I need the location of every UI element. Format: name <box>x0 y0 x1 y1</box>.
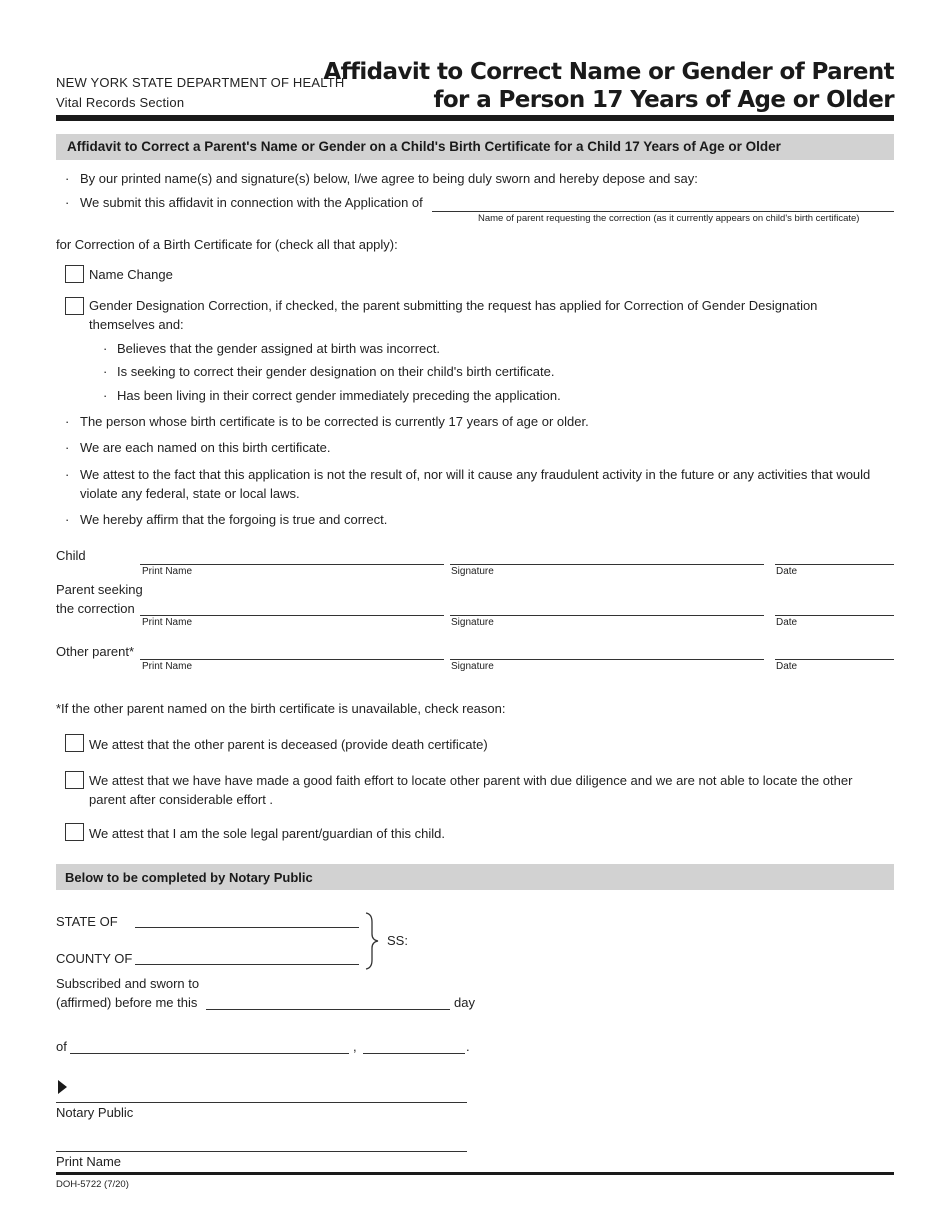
notary-heading-band <box>56 864 894 890</box>
bullet-icon: · <box>103 388 108 403</box>
fraud-attestation-line1: We attest to the fact that this application is not the result of, nor will it cause any fraudulent activity in the future or any activities that would <box>80 467 871 482</box>
bullet-icon: · <box>103 341 108 356</box>
bullet-icon: · <box>65 414 70 429</box>
notary-public-label: Notary Public <box>56 1105 134 1120</box>
form-title-line2: for a Person 17 Years of Age or Older <box>433 87 894 113</box>
sub-item: Believes that the gender assigned at birth was incorrect. <box>117 341 441 356</box>
other-parent-date-input[interactable] <box>777 642 892 658</box>
other-parent-date-caption: Date <box>776 661 798 672</box>
name-change-label: Name Change <box>89 267 173 282</box>
locate-effort-label-line2: parent after considerable effort . <box>89 792 274 807</box>
for-correction-text: for Correction of a Birth Certificate for (check all that apply): <box>56 237 398 252</box>
parent-signature-line <box>450 615 764 616</box>
month-input[interactable] <box>72 1036 347 1052</box>
other-parent-print-name-caption: Print Name <box>142 661 193 672</box>
county-of-label: COUNTY OF <box>56 951 133 966</box>
sub-item: Is seeking to correct their gender designation on their child's birth certificate. <box>117 364 555 379</box>
fraud-attestation-line2: violate any federal, state or local laws. <box>80 486 300 501</box>
applicant-name-line <box>432 211 894 212</box>
state-line <box>135 927 359 928</box>
parent-date-line <box>775 615 894 616</box>
county-input[interactable] <box>137 947 357 963</box>
name-change-checkbox[interactable] <box>65 265 84 283</box>
notary-signature-line <box>56 1102 467 1103</box>
bullet-icon: · <box>65 467 70 482</box>
state-input[interactable] <box>137 910 357 926</box>
period-label: . <box>466 1039 470 1054</box>
sole-parent-checkbox[interactable] <box>65 823 84 841</box>
department-name: NEW YORK STATE DEPARTMENT OF HEALTH <box>56 75 345 90</box>
notary-print-name-label: Print Name <box>56 1154 122 1169</box>
notary-heading: Below to be completed by Notary Public <box>65 870 313 885</box>
parent-print-name-input[interactable] <box>142 598 442 614</box>
other-parent-signature-line <box>450 659 764 660</box>
child-signature-caption: Signature <box>451 566 494 577</box>
footer-rule <box>56 1172 894 1175</box>
sworn-statement: By our printed name(s) and signature(s) below, I/we agree to being duly sworn and hereby depose and say: <box>80 171 698 186</box>
of-label: of <box>56 1039 67 1054</box>
other-parent-label: Other parent* <box>56 644 135 659</box>
subscribed-line1: Subscribed and sworn to <box>56 976 200 991</box>
bullet-icon: · <box>103 364 108 379</box>
sworn-day-input[interactable] <box>208 992 448 1008</box>
header-rule <box>56 115 894 121</box>
unavailable-prompt: *If the other parent named on the birth certificate is unavailable, check reason: <box>56 701 506 716</box>
sub-item: Has been living in their correct gender immediately preceding the application. <box>117 388 561 403</box>
sworn-day-line <box>206 1009 450 1010</box>
child-date-input[interactable] <box>777 547 892 563</box>
locate-effort-checkbox[interactable] <box>65 771 84 789</box>
parent-label-line1: Parent seeking <box>56 582 143 597</box>
other-parent-date-line <box>775 659 894 660</box>
day-label: day <box>454 995 475 1010</box>
other-parent-print-name-line <box>140 659 444 660</box>
section-heading: Affidavit to Correct a Parent's Name or Gender on a Child's Birth Certificate for a Child 17 Years of Age or Older <box>67 139 781 154</box>
bullet-icon: · <box>65 440 70 455</box>
applicant-name-input[interactable] <box>434 194 892 210</box>
bullet-icon: · <box>65 171 70 186</box>
child-signature-line <box>450 564 764 565</box>
parent-date-input[interactable] <box>777 598 892 614</box>
form-number: DOH-5722 (7/20) <box>56 1179 129 1190</box>
brace-icon <box>364 912 380 970</box>
child-print-name-input[interactable] <box>142 547 442 563</box>
locate-effort-label-line1: We attest that we have have made a good faith effort to locate other parent with due diligence and we are not able to locate the other <box>89 773 853 788</box>
parent-print-name-line <box>140 615 444 616</box>
notary-print-name-input[interactable] <box>58 1133 464 1149</box>
year-input[interactable] <box>365 1036 463 1052</box>
parent-date-caption: Date <box>776 617 798 628</box>
section-heading-band <box>56 134 894 160</box>
child-signature-input[interactable] <box>452 547 762 563</box>
parent-signature-caption: Signature <box>451 617 494 628</box>
year-line <box>363 1053 465 1054</box>
triangle-right-icon <box>58 1080 68 1094</box>
child-date-caption: Date <box>776 566 798 577</box>
other-parent-signature-input[interactable] <box>452 642 762 658</box>
month-line <box>70 1053 349 1054</box>
gender-correction-label-line2: themselves and: <box>89 317 184 332</box>
notary-signature-input[interactable] <box>74 1084 464 1100</box>
bullet-icon: · <box>65 195 70 210</box>
deceased-checkbox[interactable] <box>65 734 84 752</box>
bullet-icon: · <box>65 512 70 527</box>
section-name: Vital Records Section <box>56 95 185 110</box>
form-title <box>323 58 894 114</box>
other-parent-print-name-input[interactable] <box>142 642 442 658</box>
parent-signature-input[interactable] <box>452 598 762 614</box>
gender-correction-label-line1: Gender Designation Correction, if checked, the parent submitting the request has applied for Correction of Gender Designation <box>89 298 818 313</box>
deceased-label: We attest that the other parent is deceased (provide death certificate) <box>89 737 488 752</box>
applicant-name-caption: Name of parent requesting the correction (as it currently appears on child's birth certificate) <box>478 213 860 224</box>
child-print-name-line <box>140 564 444 565</box>
subscribed-line2: (affirmed) before me this <box>56 995 198 1010</box>
county-line <box>135 964 359 965</box>
ss-label: SS: <box>387 933 408 948</box>
sole-parent-label: We attest that I am the sole legal parent/guardian of this child. <box>89 826 446 841</box>
comma-label: , <box>353 1039 357 1054</box>
other-parent-signature-caption: Signature <box>451 661 494 672</box>
child-label: Child <box>56 548 86 563</box>
gender-correction-checkbox[interactable] <box>65 297 84 315</box>
child-print-name-caption: Print Name <box>142 566 193 577</box>
affirm-statement: We hereby affirm that the forgoing is true and correct. <box>80 512 388 527</box>
parent-label-line2: the correction <box>56 601 135 616</box>
submit-statement: We submit this affidavit in connection with the Application of <box>80 195 423 210</box>
notary-print-name-line <box>56 1151 467 1152</box>
child-date-line <box>775 564 894 565</box>
form-title-line1: Affidavit to Correct Name or Gender of Parent <box>323 59 894 85</box>
parent-print-name-caption: Print Name <box>142 617 193 628</box>
state-of-label: STATE OF <box>56 914 118 929</box>
age-attestation: The person whose birth certificate is to be corrected is currently 17 years of age or older. <box>80 414 589 429</box>
named-attestation: We are each named on this birth certificate. <box>80 440 331 455</box>
